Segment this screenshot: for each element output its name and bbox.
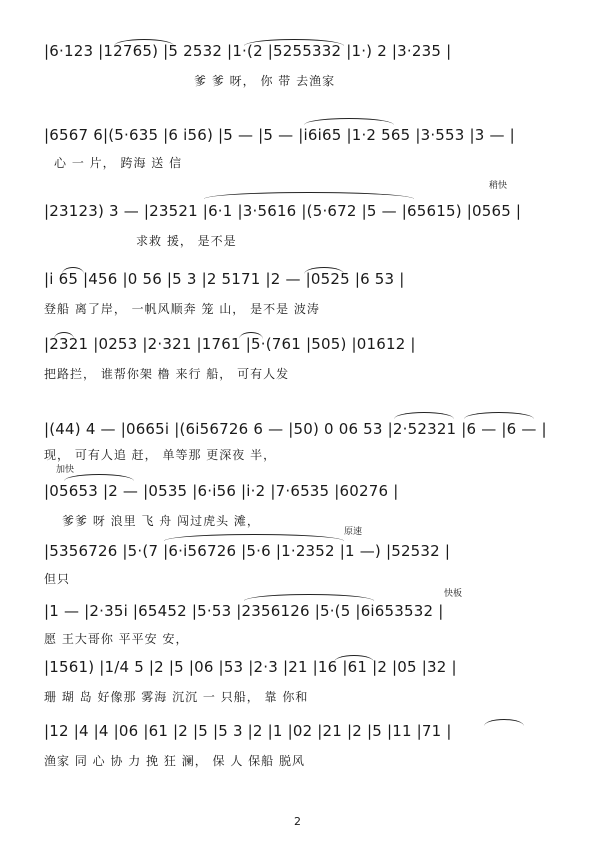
slur	[204, 192, 414, 199]
page-number: 2	[294, 815, 301, 828]
score-system-4	[44, 270, 552, 320]
slur	[304, 267, 344, 274]
notation-line: |23123) 3 — |23521 |6·1 |3·5616 |(5·672 |5 — |65615) |0565 |	[44, 202, 522, 220]
lyric-line: 爹爹 呀 浪里 飞 舟 闯过虎头 滩，	[62, 514, 260, 528]
notation-line: |2321 |0253 |2·321 |1761 |5·(761 |505) |01612 |	[44, 335, 416, 353]
slur	[304, 118, 394, 125]
slur	[464, 412, 534, 419]
slur	[62, 267, 84, 274]
slur	[244, 594, 374, 601]
score-system-3	[44, 181, 552, 248]
score-system-9	[44, 590, 552, 648]
notation-line: |(44) 4 — |0665i |(6i56726 6 — |50) 0 06 53 |2·52321 |6 — |6 — |	[44, 420, 547, 438]
lyric-line: 爹 爹 呀， 你 带 去渔家	[194, 74, 336, 88]
notation-line: |1561) |1/4 5 |2 |5 |06 |53 |2·3 |21 |16 |61 |2 |05 |32 |	[44, 658, 457, 676]
notation-line: |i 65 |456 |0 56 |5 3 |2 5171 |2 — |0525 |6 53 |	[44, 270, 405, 288]
tempo-marking: 稍快	[489, 181, 508, 191]
score-system-5	[44, 335, 552, 385]
tempo-marking: 原速	[344, 527, 363, 537]
notation-line: |05653 |2 — |0535 |6·i56 |i·2 |7·6535 |60276 |	[44, 482, 399, 500]
slur	[394, 412, 454, 419]
lyric-line: 珊 瑚 岛 好像那 雾海 沉沉 一 只船， 靠 你和	[44, 690, 309, 704]
slur	[484, 719, 524, 726]
score-system-6	[44, 398, 552, 462]
slur	[54, 332, 74, 339]
slur	[334, 655, 374, 662]
score-system-11	[44, 722, 552, 772]
lyric-line: 愿 王大哥你 平平安 安，	[44, 632, 189, 646]
score-system-1	[44, 42, 552, 94]
slur	[64, 474, 134, 481]
lyric-line: 把路拦， 谁帮你架 橹 来行 船， 可有人发	[44, 367, 290, 381]
slur	[164, 534, 344, 541]
slur	[239, 332, 263, 339]
lyric-line: 渔家 同 心 协 力 挽 狂 澜， 保 人 保船 脱风	[44, 754, 305, 768]
tempo-marking: 快板	[444, 589, 463, 599]
score-system-7	[44, 465, 552, 528]
slur	[244, 39, 344, 46]
slur	[114, 39, 174, 46]
notation-line: |12 |4 |4 |06 |61 |2 |5 |5 3 |2 |1 |02 |21 |2 |5 |11 |71 |	[44, 722, 452, 740]
notation-line: |6567 6|(5·635 |6 i56) |5 — |5 — |i6i65 |1·2 565 |3·553 |3 — |	[44, 126, 515, 144]
tempo-marking: 加快	[56, 465, 75, 475]
notation-line: |5356726 |5·(7 |6·i56726 |5·6 |1·2352 |1 —) |52532 |	[44, 542, 451, 560]
lyric-line: 现， 可有人追 赶， 单等那 更深夜 半，	[44, 448, 277, 462]
lyric-line: 求救 援， 是不是	[136, 234, 237, 248]
score-system-8	[44, 527, 552, 586]
notation-line: |1 — |2·35i |65452 |5·53 |2356126 |5·(5 |6i653532 |	[44, 602, 444, 620]
lyric-line: 登船 离了岸， 一帆风顺奔 笼 山， 是不是 波涛	[44, 302, 320, 316]
lyric-line: 心 一 片， 跨海 送 信	[54, 156, 183, 170]
score-system-2	[44, 112, 552, 172]
lyric-line: 但只	[44, 572, 71, 586]
notation-line: |6·123 |12765) |5 2532 |1·(2 |5255332 |1·) 2 |3·235 |	[44, 42, 452, 60]
score-system-10	[44, 658, 552, 708]
